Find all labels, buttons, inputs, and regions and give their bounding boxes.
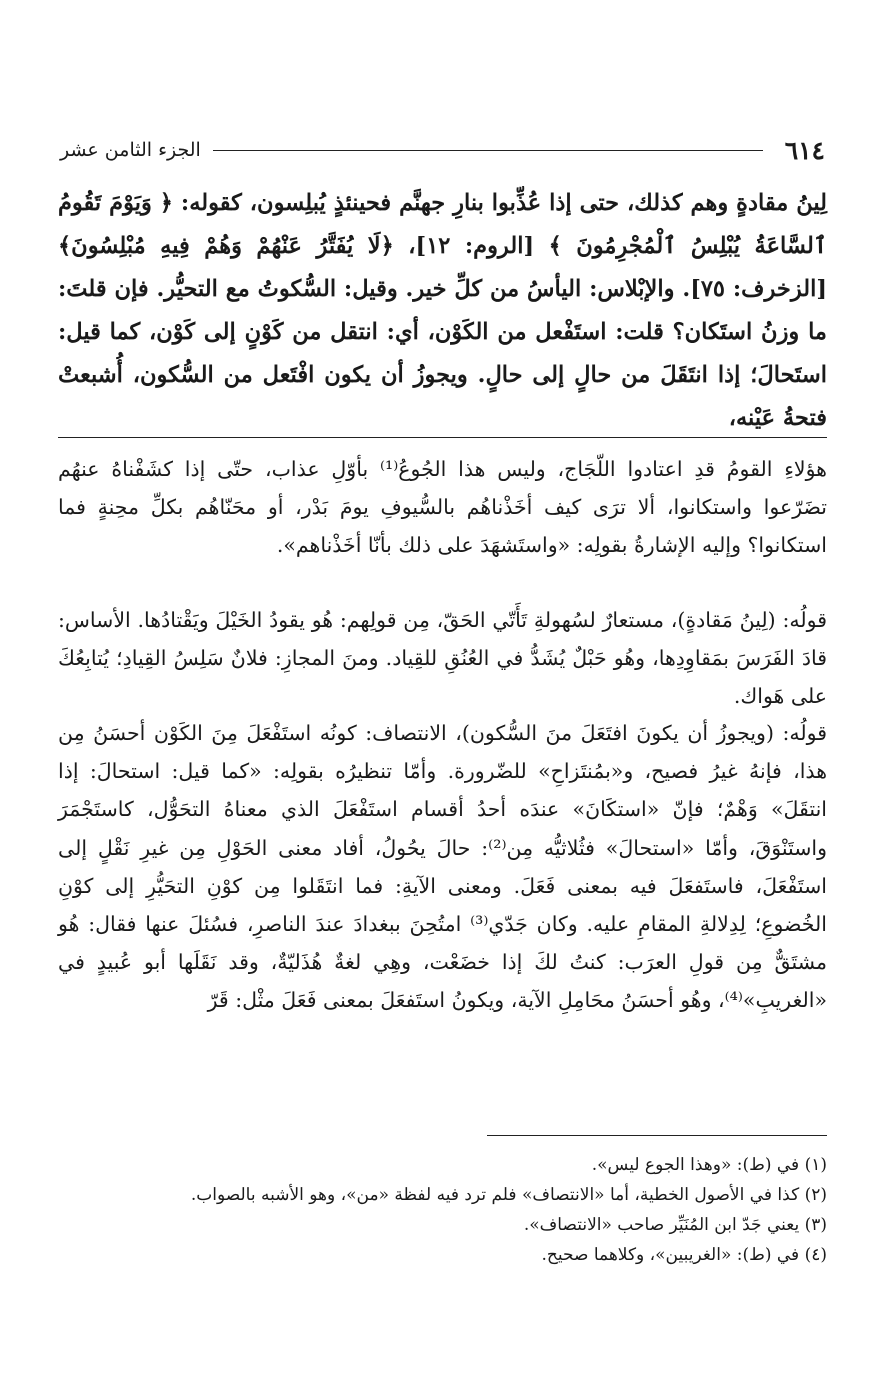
footnotes — [58, 1150, 827, 1270]
commentary-paragraph-2 — [58, 601, 827, 716]
page-number: ٦١٤ — [784, 135, 825, 165]
commentary-text: هؤلاءِ القومُ قدِ اعتادوا اللّجَاج، وليس هذا الجُوعُ⁽¹⁾ بأوّلِ عذاب، حتّى إذا كشَفْناهُ عنهُم تضَرّعوا واستكانوا، ألا ترَى كيف أخَذْناهُم بالسُّيوفِ يومَ بَدْر، أو محَنّاهُم بكلِّ محِنةٍ فما استكانوا؟ وإليه الإشارةُ بقولِه: «واستَشهَدَ على ذلك بأنّا أخَذْناهم». — [58, 457, 827, 558]
commentary-text: قولُه: (لِينُ مَقادةٍ)، مستعارٌ لسُهولةِ تَأَتّي الحَقّ، مِن قولِهم: هُو يقودُ الخَيْلَ ويَقْتادُها. الأساس: قادَ الفَرَسَ بمَقاوِدِها، وهُو حَبْلٌ يُشَدُّ في العُنُقِ للقِياد. ومنَ المجازِ: فلانٌ سَلِسُ القِيادِ؛ يُتابِعُكَ على هَواك. — [58, 608, 827, 709]
header-rule — [213, 150, 763, 151]
footnote-2: (٢) كذا في الأصول الخطية، أما «الانتصاف» فلم ترد فيه لفظة «من»، وهو الأشبه بالصواب. — [190, 1185, 827, 1205]
commentary-paragraph-3 — [58, 714, 827, 1020]
commentary-text: قولُه: (ويجوزُ أن يكونَ افتَعَلَ منَ السُّكون)، الانتصاف: كونُه استَفْعَلَ مِنَ الكَوْن أحسَنُ مِن هذا، فإنهُ غيرُ فصيح، و«بمُنتَزاحِ» للضّرورة. وأمّا تنظيرُه بقولِه: «كما قيل: استحالَ: إذا انتقَلَ» وَهْمٌ؛ فإنّ «استكَانَ» عندَه أحدُ أقسام استَفْعَلَ الذي معناهُ التحَوُّل، كاستَجْمَرَ واستَنْوَقَ، وأمّا «استحالَ» فثُلاثيُّه مِن⁽²⁾: حالَ يحُولُ، أفاد معنى الحَوْلِ مِن غيرِ نَقْلٍ إلى استَفْعَلَ، فاستَفعَلَ فيه بمعنى فَعَلَ. ومعنى الآيةِ: فما انتَقَلوا مِن كوْنِ التحَيُّرِ إلى كوْنِ الخُضوعِ؛ لِدِلالةِ المقامِ عليه. وكان جَدّي⁽³⁾ امتُحِنَ ببغدادَ عندَ الناصرِ، فسُئلَ عنها فقال: هُو مشتَقٌّ مِن قولِ العرَب: كنتُ لكَ إذا خضَعْت، وهِي لغةٌ هُذَليّةٌ، وقد نَقَلَها أبو عُبيدٍ في «الغريبِ»⁽⁴⁾، وهُو أحسَنُ محَامِلِ الآية، ويكونُ استَفعَلَ بمعنى فَعَلَ مثْل: قَرّ — [58, 721, 828, 1013]
page-header — [60, 128, 825, 172]
footnote-rule — [487, 1135, 827, 1136]
main-paragraph: لِينُ مقادةٍ وهم كذلك، حتى إذا عُذِّبوا بنارِ جهنَّم فحينئذٍ يُبلِسون، كقوله: ﴿ وَيَوْمَ تَقُومُ ٱلسَّاعَةُ يُبْلِسُ ٱلْمُجْرِمُونَ ﴾ [الروم: ١٢]، ﴿لَا يُفَتَّرُ عَنْهُمْ وَهُمْ فِيهِ مُبْلِسُونَ﴾ [الزخرف: ٧٥]. والإبْلاس: اليأسُ من كلِّ خير. وقيل: السُّكوتُ مع التحيُّر. فإن قلتَ: ما وزنُ استَكان؟ قلت: استَفْعل من الكَوْن، أي: انتقل من كَوْنٍ إلى كَوْن، كما قيل: استَحالَ؛ إذا انتَقَلَ من حالٍ إلى حالٍ. ويجوزُ أن يكون افْتَعل من السُّكون، أُشبعتْ فتحةُ عَيْنه، — [58, 190, 827, 431]
running-title: الجزء الثامن عشر — [60, 139, 201, 161]
footnote-4: (٤) في (ط): «الغريبين»، وكلاهما صحيح. — [541, 1245, 827, 1265]
footnote-3: (٣) يعني جَدّ ابن المُنَيِّر صاحب «الانتصاف». — [523, 1215, 827, 1235]
main-text — [58, 182, 827, 440]
commentary-paragraph-1 — [58, 450, 827, 565]
main-commentary-divider — [58, 437, 827, 438]
footnote-1: (١) في (ط): «وهذا الجوع ليس». — [591, 1155, 827, 1175]
